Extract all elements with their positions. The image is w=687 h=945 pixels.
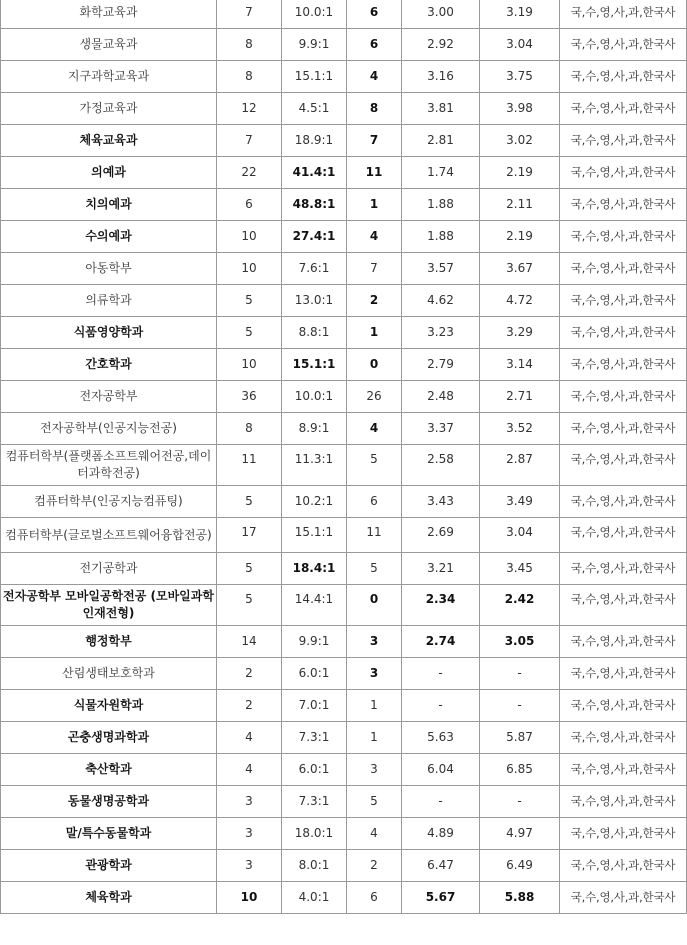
- grade-cutoff-cell: 4.97: [480, 818, 560, 850]
- grade-average-cell: 2.48: [402, 381, 480, 413]
- competition-ratio-cell: 41.4:1: [282, 157, 347, 189]
- waitlist-rank-cell: 7: [347, 253, 402, 285]
- table-row: [1, 349, 687, 381]
- grade-average-cell: 3.00: [402, 0, 480, 29]
- subjects-cell: 국,수,영,사,과,한국사: [560, 413, 687, 445]
- table-row: [1, 850, 687, 882]
- table-row: [1, 29, 687, 61]
- competition-ratio-cell: 8.8:1: [282, 317, 347, 349]
- grade-average-cell: 1.88: [402, 189, 480, 221]
- quota-cell: 7: [217, 125, 282, 157]
- table-body: [1, 0, 687, 914]
- grade-cutoff-cell: 6.49: [480, 850, 560, 882]
- grade-average-cell: 2.79: [402, 349, 480, 381]
- subjects-cell: 국,수,영,사,과,한국사: [560, 189, 687, 221]
- quota-cell: 8: [217, 61, 282, 93]
- waitlist-rank-cell: 11: [347, 157, 402, 189]
- department-cell: 화학교육과: [1, 0, 217, 29]
- table-row: [1, 381, 687, 413]
- grade-average-cell: 2.74: [402, 626, 480, 658]
- quota-cell: 10: [217, 221, 282, 253]
- quota-cell: 2: [217, 658, 282, 690]
- grade-cutoff-cell: 3.52: [480, 413, 560, 445]
- grade-cutoff-cell: 2.19: [480, 157, 560, 189]
- department-cell: 식품영양학과: [1, 317, 217, 349]
- department-cell: 관광학과: [1, 850, 217, 882]
- waitlist-rank-cell: 4: [347, 413, 402, 445]
- grade-cutoff-cell: 3.04: [480, 518, 560, 553]
- department-cell: 전기공학과: [1, 553, 217, 585]
- quota-cell: 7: [217, 0, 282, 29]
- subjects-cell: 국,수,영,사,과,한국사: [560, 253, 687, 285]
- table-row: [1, 445, 687, 486]
- grade-average-cell: 3.16: [402, 61, 480, 93]
- grade-cutoff-cell: 4.72: [480, 285, 560, 317]
- quota-cell: 12: [217, 93, 282, 125]
- subjects-cell: 국,수,영,사,과,한국사: [560, 349, 687, 381]
- quota-cell: 6: [217, 189, 282, 221]
- competition-ratio-cell: 9.9:1: [282, 29, 347, 61]
- table-row: [1, 189, 687, 221]
- department-cell: 의류학과: [1, 285, 217, 317]
- competition-ratio-cell: 18.9:1: [282, 125, 347, 157]
- grade-cutoff-cell: 5.88: [480, 882, 560, 914]
- department-cell: 컴퓨터학부(플랫폼소프트웨어전공,데이터과학전공): [1, 445, 217, 486]
- subjects-cell: 국,수,영,사,과,한국사: [560, 285, 687, 317]
- waitlist-rank-cell: 4: [347, 221, 402, 253]
- quota-cell: 3: [217, 786, 282, 818]
- grade-cutoff-cell: 3.45: [480, 553, 560, 585]
- subjects-cell: 국,수,영,사,과,한국사: [560, 722, 687, 754]
- grade-average-cell: 3.57: [402, 253, 480, 285]
- waitlist-rank-cell: 2: [347, 850, 402, 882]
- subjects-cell: 국,수,영,사,과,한국사: [560, 125, 687, 157]
- waitlist-rank-cell: 1: [347, 690, 402, 722]
- waitlist-rank-cell: 3: [347, 658, 402, 690]
- table-row: [1, 518, 687, 553]
- department-cell: 축산학과: [1, 754, 217, 786]
- grade-average-cell: 6.04: [402, 754, 480, 786]
- competition-ratio-cell: 8.9:1: [282, 413, 347, 445]
- grade-average-cell: 2.34: [402, 585, 480, 626]
- grade-average-cell: -: [402, 786, 480, 818]
- grade-cutoff-cell: 2.19: [480, 221, 560, 253]
- department-cell: 지구과학교육과: [1, 61, 217, 93]
- department-cell: 말/특수동물학과: [1, 818, 217, 850]
- competition-ratio-cell: 18.4:1: [282, 553, 347, 585]
- subjects-cell: 국,수,영,사,과,한국사: [560, 626, 687, 658]
- table-row: [1, 786, 687, 818]
- grade-cutoff-cell: 3.98: [480, 93, 560, 125]
- waitlist-rank-cell: 4: [347, 61, 402, 93]
- grade-average-cell: 2.81: [402, 125, 480, 157]
- department-cell: 컴퓨터학부(글로벌소프트웨어융합전공): [1, 518, 217, 553]
- quota-cell: 10: [217, 882, 282, 914]
- quota-cell: 5: [217, 486, 282, 518]
- grade-average-cell: 1.88: [402, 221, 480, 253]
- grade-average-cell: 4.89: [402, 818, 480, 850]
- department-cell: 식물자원학과: [1, 690, 217, 722]
- grade-average-cell: 3.81: [402, 93, 480, 125]
- competition-ratio-cell: 4.0:1: [282, 882, 347, 914]
- department-cell: 동물생명공학과: [1, 786, 217, 818]
- subjects-cell: 국,수,영,사,과,한국사: [560, 29, 687, 61]
- waitlist-rank-cell: 8: [347, 93, 402, 125]
- grade-cutoff-cell: 3.29: [480, 317, 560, 349]
- table-row: [1, 486, 687, 518]
- table-row: [1, 754, 687, 786]
- department-cell: 체육교육과: [1, 125, 217, 157]
- competition-ratio-cell: 48.8:1: [282, 189, 347, 221]
- department-cell: 의예과: [1, 157, 217, 189]
- waitlist-rank-cell: 1: [347, 722, 402, 754]
- grade-average-cell: 3.21: [402, 553, 480, 585]
- grade-average-cell: 5.67: [402, 882, 480, 914]
- subjects-cell: 국,수,영,사,과,한국사: [560, 553, 687, 585]
- waitlist-rank-cell: 5: [347, 445, 402, 486]
- department-cell: 가정교육과: [1, 93, 217, 125]
- grade-cutoff-cell: -: [480, 690, 560, 722]
- grade-cutoff-cell: 5.87: [480, 722, 560, 754]
- department-cell: 체육학과: [1, 882, 217, 914]
- waitlist-rank-cell: 3: [347, 754, 402, 786]
- quota-cell: 4: [217, 754, 282, 786]
- waitlist-rank-cell: 6: [347, 29, 402, 61]
- table-row: [1, 690, 687, 722]
- subjects-cell: 국,수,영,사,과,한국사: [560, 585, 687, 626]
- quota-cell: 17: [217, 518, 282, 553]
- grade-cutoff-cell: -: [480, 658, 560, 690]
- department-cell: 전자공학부: [1, 381, 217, 413]
- quota-cell: 5: [217, 285, 282, 317]
- competition-ratio-cell: 10.0:1: [282, 0, 347, 29]
- quota-cell: 11: [217, 445, 282, 486]
- table-row: [1, 93, 687, 125]
- subjects-cell: 국,수,영,사,과,한국사: [560, 754, 687, 786]
- competition-ratio-cell: 7.0:1: [282, 690, 347, 722]
- quota-cell: 5: [217, 585, 282, 626]
- quota-cell: 8: [217, 413, 282, 445]
- quota-cell: 5: [217, 553, 282, 585]
- grade-average-cell: 3.23: [402, 317, 480, 349]
- quota-cell: 36: [217, 381, 282, 413]
- quota-cell: 10: [217, 349, 282, 381]
- department-cell: 행정학부: [1, 626, 217, 658]
- quota-cell: 8: [217, 29, 282, 61]
- grade-cutoff-cell: 3.14: [480, 349, 560, 381]
- competition-ratio-cell: 15.1:1: [282, 518, 347, 553]
- grade-average-cell: 1.74: [402, 157, 480, 189]
- waitlist-rank-cell: 6: [347, 882, 402, 914]
- table-row: [1, 157, 687, 189]
- department-cell: 아동학부: [1, 253, 217, 285]
- table-row: [1, 553, 687, 585]
- grade-cutoff-cell: 6.85: [480, 754, 560, 786]
- table-row: [1, 125, 687, 157]
- competition-ratio-cell: 18.0:1: [282, 818, 347, 850]
- waitlist-rank-cell: 5: [347, 786, 402, 818]
- department-cell: 간호학과: [1, 349, 217, 381]
- grade-average-cell: -: [402, 658, 480, 690]
- table-row: [1, 585, 687, 626]
- grade-cutoff-cell: 2.42: [480, 585, 560, 626]
- grade-cutoff-cell: 2.11: [480, 189, 560, 221]
- department-cell: 전자공학부 모바일공학전공 (모바일과학인재전형): [1, 585, 217, 626]
- subjects-cell: 국,수,영,사,과,한국사: [560, 658, 687, 690]
- quota-cell: 14: [217, 626, 282, 658]
- table-row: [1, 722, 687, 754]
- competition-ratio-cell: 11.3:1: [282, 445, 347, 486]
- competition-ratio-cell: 7.6:1: [282, 253, 347, 285]
- grade-cutoff-cell: 3.49: [480, 486, 560, 518]
- grade-average-cell: 4.62: [402, 285, 480, 317]
- department-cell: 산림생태보호학과: [1, 658, 217, 690]
- table-row: [1, 0, 687, 29]
- waitlist-rank-cell: 11: [347, 518, 402, 553]
- quota-cell: 10: [217, 253, 282, 285]
- subjects-cell: 국,수,영,사,과,한국사: [560, 818, 687, 850]
- department-cell: 생물교육과: [1, 29, 217, 61]
- grade-cutoff-cell: 2.87: [480, 445, 560, 486]
- department-cell: 컴퓨터학부(인공지능컴퓨팅): [1, 486, 217, 518]
- competition-ratio-cell: 8.0:1: [282, 850, 347, 882]
- competition-ratio-cell: 6.0:1: [282, 754, 347, 786]
- grade-cutoff-cell: 3.75: [480, 61, 560, 93]
- subjects-cell: 국,수,영,사,과,한국사: [560, 690, 687, 722]
- quota-cell: 5: [217, 317, 282, 349]
- table-row: [1, 658, 687, 690]
- waitlist-rank-cell: 2: [347, 285, 402, 317]
- grade-average-cell: -: [402, 690, 480, 722]
- waitlist-rank-cell: 5: [347, 553, 402, 585]
- competition-ratio-cell: 15.1:1: [282, 61, 347, 93]
- subjects-cell: 국,수,영,사,과,한국사: [560, 445, 687, 486]
- waitlist-rank-cell: 6: [347, 0, 402, 29]
- competition-ratio-cell: 6.0:1: [282, 658, 347, 690]
- quota-cell: 22: [217, 157, 282, 189]
- grade-cutoff-cell: 2.71: [480, 381, 560, 413]
- grade-average-cell: 6.47: [402, 850, 480, 882]
- table-row: [1, 317, 687, 349]
- subjects-cell: 국,수,영,사,과,한국사: [560, 850, 687, 882]
- grade-average-cell: 2.92: [402, 29, 480, 61]
- quota-cell: 2: [217, 690, 282, 722]
- competition-ratio-cell: 27.4:1: [282, 221, 347, 253]
- table-row: [1, 882, 687, 914]
- waitlist-rank-cell: 26: [347, 381, 402, 413]
- subjects-cell: 국,수,영,사,과,한국사: [560, 786, 687, 818]
- waitlist-rank-cell: 6: [347, 486, 402, 518]
- subjects-cell: 국,수,영,사,과,한국사: [560, 157, 687, 189]
- table-row: [1, 626, 687, 658]
- quota-cell: 3: [217, 850, 282, 882]
- subjects-cell: 국,수,영,사,과,한국사: [560, 221, 687, 253]
- grade-cutoff-cell: 3.05: [480, 626, 560, 658]
- table-row: [1, 285, 687, 317]
- grade-cutoff-cell: -: [480, 786, 560, 818]
- subjects-cell: 국,수,영,사,과,한국사: [560, 61, 687, 93]
- competition-ratio-cell: 7.3:1: [282, 786, 347, 818]
- competition-ratio-cell: 10.2:1: [282, 486, 347, 518]
- competition-ratio-cell: 13.0:1: [282, 285, 347, 317]
- subjects-cell: 국,수,영,사,과,한국사: [560, 882, 687, 914]
- department-cell: 치의예과: [1, 189, 217, 221]
- grade-cutoff-cell: 3.67: [480, 253, 560, 285]
- quota-cell: 3: [217, 818, 282, 850]
- quota-cell: 4: [217, 722, 282, 754]
- competition-ratio-cell: 7.3:1: [282, 722, 347, 754]
- table-row: [1, 61, 687, 93]
- department-cell: 곤충생명과학과: [1, 722, 217, 754]
- table-row: [1, 221, 687, 253]
- subjects-cell: 국,수,영,사,과,한국사: [560, 381, 687, 413]
- subjects-cell: 국,수,영,사,과,한국사: [560, 93, 687, 125]
- waitlist-rank-cell: 0: [347, 349, 402, 381]
- subjects-cell: 국,수,영,사,과,한국사: [560, 0, 687, 29]
- grade-cutoff-cell: 3.02: [480, 125, 560, 157]
- grade-average-cell: 2.69: [402, 518, 480, 553]
- waitlist-rank-cell: 7: [347, 125, 402, 157]
- grade-cutoff-cell: 3.04: [480, 29, 560, 61]
- table-row: [1, 253, 687, 285]
- waitlist-rank-cell: 4: [347, 818, 402, 850]
- department-cell: 수의예과: [1, 221, 217, 253]
- waitlist-rank-cell: 1: [347, 189, 402, 221]
- competition-ratio-cell: 10.0:1: [282, 381, 347, 413]
- grade-average-cell: 3.43: [402, 486, 480, 518]
- subjects-cell: 국,수,영,사,과,한국사: [560, 486, 687, 518]
- grade-average-cell: 2.58: [402, 445, 480, 486]
- competition-ratio-cell: 9.9:1: [282, 626, 347, 658]
- waitlist-rank-cell: 3: [347, 626, 402, 658]
- grade-average-cell: 3.37: [402, 413, 480, 445]
- competition-ratio-cell: 15.1:1: [282, 349, 347, 381]
- table-row: [1, 818, 687, 850]
- competition-ratio-cell: 4.5:1: [282, 93, 347, 125]
- grade-cutoff-cell: 3.19: [480, 0, 560, 29]
- waitlist-rank-cell: 0: [347, 585, 402, 626]
- grade-average-cell: 5.63: [402, 722, 480, 754]
- department-cell: 전자공학부(인공지능전공): [1, 413, 217, 445]
- competition-ratio-cell: 14.4:1: [282, 585, 347, 626]
- waitlist-rank-cell: 1: [347, 317, 402, 349]
- table-row: [1, 413, 687, 445]
- subjects-cell: 국,수,영,사,과,한국사: [560, 518, 687, 553]
- subjects-cell: 국,수,영,사,과,한국사: [560, 317, 687, 349]
